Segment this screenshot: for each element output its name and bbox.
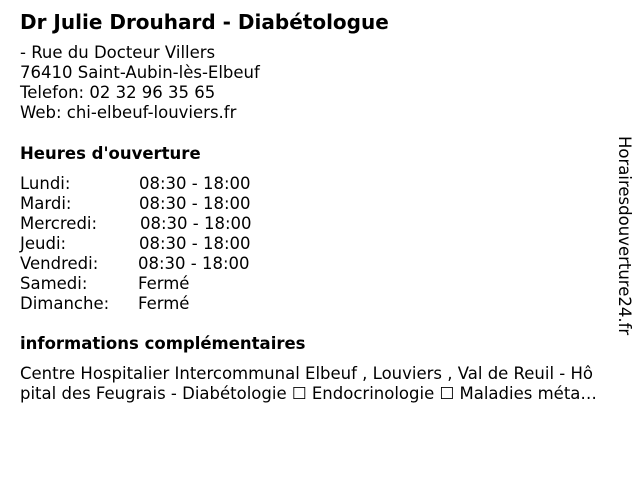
hours-row-sunday bbox=[20, 294, 280, 314]
opening-hours-table bbox=[20, 174, 280, 314]
time-value: 08:30 - 18:00 bbox=[139, 194, 251, 213]
website: Web: chi-elbeuf-louviers.fr bbox=[20, 103, 237, 122]
watermark-text: Horairesdouverture24.fr bbox=[615, 136, 634, 336]
day-label: Vendredi: bbox=[20, 254, 99, 273]
time-value: 08:30 - 18:00 bbox=[139, 234, 251, 253]
site-watermark bbox=[614, 136, 634, 342]
page-title: Dr Julie Drouhard - Diabétologue bbox=[20, 10, 389, 34]
info-line: Centre Hospitalier Intercommunal Elbeuf , Louviers , Val de Reuil - Hô bbox=[20, 364, 594, 383]
street-address: - Rue du Docteur Villers bbox=[20, 43, 216, 62]
address-block bbox=[20, 43, 260, 123]
hours-row-thursday bbox=[20, 234, 280, 254]
day-label: Lundi: bbox=[20, 174, 71, 193]
day-label: Samedi: bbox=[20, 274, 88, 293]
hours-row-tuesday bbox=[20, 194, 280, 214]
day-label: Dimanche: bbox=[20, 294, 110, 313]
hours-row-wednesday bbox=[20, 214, 280, 234]
time-value: 08:30 - 18:00 bbox=[139, 174, 251, 193]
additional-info-text bbox=[20, 364, 632, 404]
day-label: Mardi: bbox=[20, 194, 72, 213]
phone-number: Telefon: 02 32 96 35 65 bbox=[20, 83, 216, 102]
hours-row-monday bbox=[20, 174, 280, 194]
day-label: Mercredi: bbox=[20, 214, 98, 233]
additional-info-heading: informations complémentaires bbox=[20, 334, 306, 353]
opening-hours-heading: Heures d'ouverture bbox=[20, 144, 201, 163]
info-line: pital des Feugrais - Diabétologie ☐ Endocrinologie ☐ Maladies méta… bbox=[20, 384, 597, 403]
time-value: Fermé bbox=[138, 294, 190, 313]
hours-row-friday bbox=[20, 254, 280, 274]
time-value: Fermé bbox=[138, 274, 190, 293]
day-label: Jeudi: bbox=[20, 234, 67, 253]
hours-row-saturday bbox=[20, 274, 280, 294]
time-value: 08:30 - 18:00 bbox=[138, 254, 250, 273]
time-value: 08:30 - 18:00 bbox=[140, 214, 252, 233]
city-address: 76410 Saint-Aubin-lès-Elbeuf bbox=[20, 63, 260, 82]
